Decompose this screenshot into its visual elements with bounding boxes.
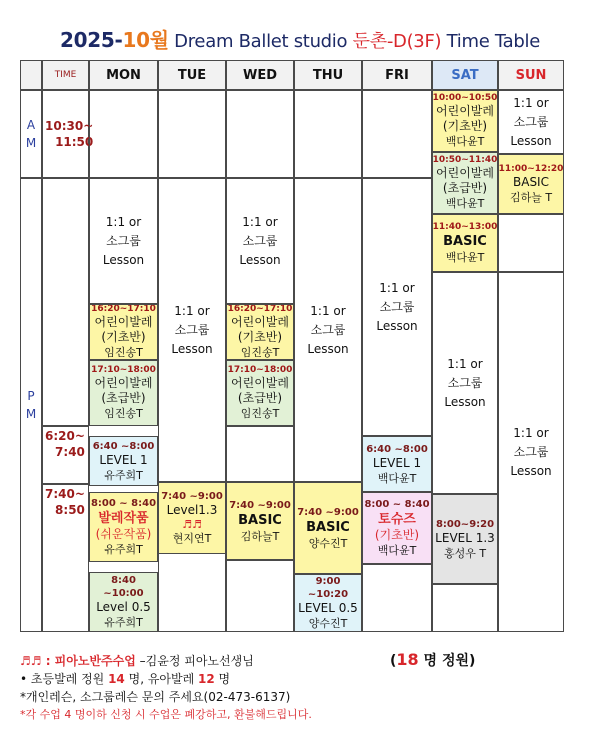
- wed-kids-beginner: 17:10~18:00 어린이발레 (초급반) 임진송T: [226, 360, 294, 426]
- timetable-grid: [20, 60, 564, 632]
- am-label: A M: [20, 90, 42, 178]
- pm-label: P M: [20, 178, 42, 632]
- header-fri: FRI: [362, 60, 432, 90]
- sat-level13: 8:00~9:20 LEVEL 1.3 홍성우 T: [432, 494, 498, 584]
- thu-level05: 9:00 ~10:20 LEVEL 0.5 양수진T: [294, 574, 362, 632]
- sat-lesson: 1:1 or 소그룹 Lesson: [432, 272, 498, 494]
- piano-note-icon: ♬♬: [182, 518, 202, 531]
- mon-kids-basic: 16:20~17:10 어린이발레 (기초반) 임진송T: [89, 304, 158, 360]
- tue-lesson: 1:1 or 소그룹 Lesson: [158, 178, 226, 482]
- sun-lesson-am: 1:1 or 소그룹 Lesson: [498, 90, 564, 154]
- fri-pointe: 8:00 ~ 8:40 토슈즈 (기초반) 백다윤T: [362, 492, 432, 564]
- mon-kids-beginner: 17:10~18:00 어린이발레 (초급반) 임진송T: [89, 360, 158, 426]
- wed-lesson: 1:1 or 소그룹 Lesson: [226, 178, 294, 304]
- mon-am-empty: [89, 90, 158, 178]
- wed-basic: 7:40 ~9:00 BASIC 김하늘T: [226, 482, 294, 560]
- sun-basic: 11:00~12:20 BASIC 김하늘 T: [498, 154, 564, 214]
- mon-lesson: 1:1 or 소그룹 Lesson: [89, 178, 158, 304]
- mon-level05: 8:40 ~10:00 Level 0.5 유주희T: [89, 572, 158, 632]
- piano-note-icon: ♬♬: [20, 654, 42, 668]
- header-thu: THU: [294, 60, 362, 90]
- footer-piano-note: ♬♬ : 피아노반주수업 –김윤정 피아노선생님: [20, 654, 254, 668]
- sun-lesson-pm: 1:1 or 소그룹 Lesson: [498, 272, 564, 632]
- header-blank: [20, 60, 42, 90]
- sat-kids-basic: 10:00~10:50 어린이발레 (기초반) 백다윤T: [432, 90, 498, 152]
- sat-basic: 11:40~13:00 BASIC 백다윤T: [432, 214, 498, 272]
- fri-am-empty: [362, 90, 432, 178]
- wed-gap: [226, 426, 294, 482]
- mon-ballet-piece: 8:00 ~ 8:40 발레작품 (쉬운작품) 유주희T: [89, 492, 158, 562]
- fri-bottom-empty: [362, 564, 432, 632]
- tue-am-empty: [158, 90, 226, 178]
- thu-basic: 7:40 ~9:00 BASIC 양수진T: [294, 482, 362, 574]
- header-sun: SUN: [498, 60, 564, 90]
- capacity-note: (18 명 정원): [390, 650, 476, 669]
- header-time: TIME: [42, 60, 89, 90]
- header-tue: TUE: [158, 60, 226, 90]
- time-label-620: 6:20~ 7:40: [45, 429, 85, 459]
- time-label-740: 7:40~ 8:50: [45, 487, 85, 517]
- wed-am-empty: [226, 90, 294, 178]
- thu-lesson: 1:1 or 소그룹 Lesson: [294, 178, 362, 482]
- time-cell-pm-blank: [42, 178, 89, 426]
- footer-contact: *개인레슨, 소그룹레슨 문의 주세요(02-473-6137): [20, 690, 291, 704]
- sun-gap: [498, 214, 564, 272]
- page-title: 2025-10월 Dream Ballet studio 둔촌-D(3F) Time Table: [60, 28, 540, 52]
- header-sat: SAT: [432, 60, 498, 90]
- wed-bottom-empty: [226, 560, 294, 632]
- tue-level13: 7:40 ~9:00 Level1.3 ♬♬ 현지연T: [158, 482, 226, 554]
- sat-kids-beginner: 10:50~11:40 어린이발레 (초급반) 백다윤T: [432, 152, 498, 214]
- mon-level1: 6:40 ~8:00 LEVEL 1 유주희T: [89, 436, 158, 486]
- fri-lesson: 1:1 or 소그룹 Lesson: [362, 178, 432, 436]
- fri-level1: 6:40 ~8:00 LEVEL 1 백다윤T: [362, 436, 432, 492]
- header-wed: WED: [226, 60, 294, 90]
- thu-am-empty: [294, 90, 362, 178]
- sat-bottom-empty: [432, 584, 498, 632]
- time-label-1030: 10:30~ 11:50: [45, 119, 94, 149]
- footer-cancel-policy: *각 수업 4 명이하 신청 시 수업은 폐강하고, 환불해드립니다.: [20, 708, 312, 721]
- footer-capacity-detail: • 초등발레 정원 14 명, 유아발레 12 명: [20, 672, 231, 686]
- wed-kids-basic: 16:20~17:10 어린이발레 (기초반) 임진송T: [227, 304, 293, 359]
- header-mon: MON: [89, 60, 158, 90]
